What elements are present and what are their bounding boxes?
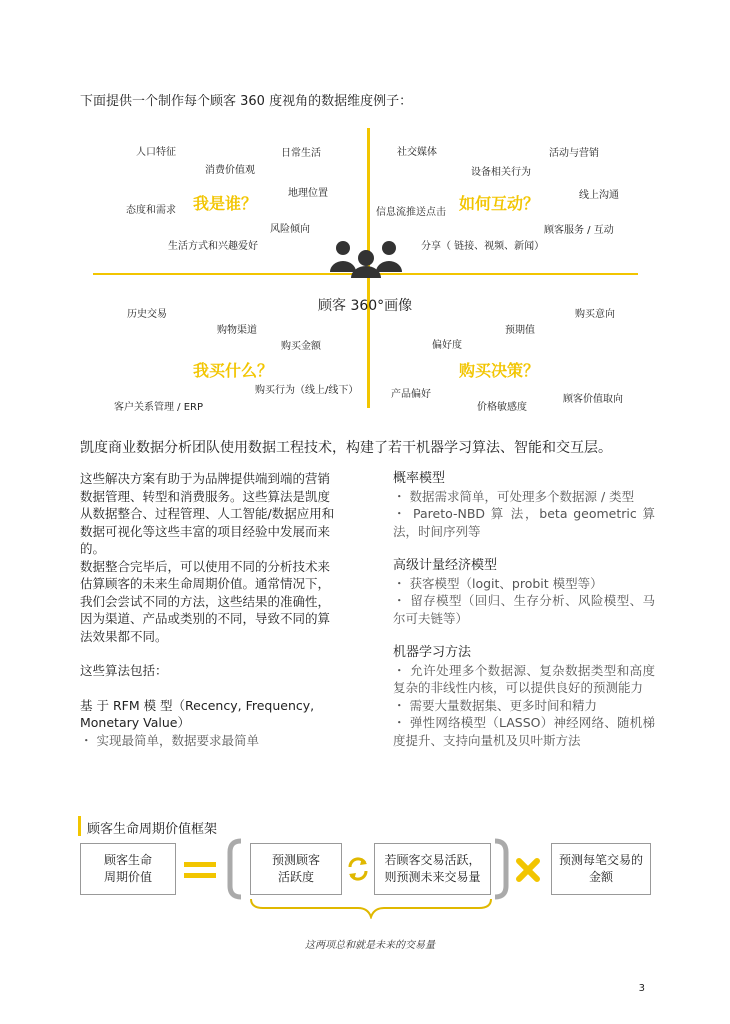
cycle-arrows-icon bbox=[346, 853, 370, 885]
curly-brace-icon bbox=[248, 897, 494, 919]
paragraph: 基 于 RFM 模 型（Recency, Frequency, Monetary Value） bbox=[80, 697, 315, 730]
left-column bbox=[80, 470, 338, 749]
dim-label: 信息流推送点击 bbox=[376, 207, 446, 218]
equals-icon-top bbox=[184, 862, 216, 867]
quadrant-title-interact: 如何互动？ bbox=[459, 194, 540, 213]
brace-caption: 这两项总和就是未来的交易量 bbox=[305, 940, 435, 951]
page-number: 3 bbox=[638, 983, 645, 994]
dim-label: 消费价值观 bbox=[205, 165, 255, 176]
dim-label: 客户关系管理 / ERP bbox=[114, 402, 204, 413]
paragraph: 这些算法包括： bbox=[80, 663, 168, 678]
left-bracket-icon bbox=[226, 838, 244, 900]
intro-text: 下面提供一个制作每个顾客 360 度视角的数据维度例子： bbox=[80, 94, 413, 109]
quadrant-title-decide: 购买决策？ bbox=[459, 361, 540, 380]
quadrant-title-who: 我是谁？ bbox=[193, 194, 258, 213]
section-heading: 机器学习方法 bbox=[393, 645, 472, 660]
dim-label: 地理位置 bbox=[288, 188, 328, 199]
multiply-icon bbox=[515, 857, 541, 883]
dim-label: 购买金额 bbox=[281, 341, 321, 352]
dim-label: 日常生活 bbox=[281, 148, 321, 159]
quadrant-title-buy: 我买什么？ bbox=[193, 361, 274, 380]
volume-box: 若顾客交易活跃， 则预测未来交易量 bbox=[374, 843, 491, 895]
dim-label: 产品偏好 bbox=[391, 389, 431, 400]
clv-box: 顾客生命 周期价值 bbox=[80, 843, 176, 895]
amount-box: 预测每笔交易的 金额 bbox=[551, 843, 651, 895]
headline: 凯度商业数据分析团队使用数据工程技术，构建了若干机器学习算法、智能和交互层。 bbox=[80, 440, 612, 456]
dim-label: 设备相关行为 bbox=[471, 167, 531, 178]
equals-icon-bottom bbox=[184, 873, 216, 878]
paragraph: 数据整合完毕后，可以使用不同的分析技术来估算顾客的未来生命周期价值。通常情况下，我们会尝试不同的方法，这些结果的准确性，因为渠道、产品或类别的不同，导致不同的算法效果都不同。 bbox=[80, 558, 331, 644]
right-bracket-icon bbox=[492, 838, 510, 900]
dim-label: 活动与营销 bbox=[549, 148, 599, 159]
framework-title: 顾客生命周期价值框架 bbox=[87, 822, 218, 837]
dim-label: 购买行为（线上/线下） bbox=[255, 385, 359, 396]
dim-label: 风险倾向 bbox=[270, 224, 310, 235]
bullet: ・ 实现最简单，数据要求最简单 bbox=[80, 732, 259, 748]
dim-label: 人口特征 bbox=[136, 147, 176, 158]
right-column bbox=[393, 470, 655, 749]
bullet: ・ Pareto-NBD 算 法，beta geometric 算法，时间序列等 bbox=[393, 506, 655, 539]
dim-label: 偏好度 bbox=[432, 340, 462, 351]
people-icon bbox=[327, 238, 407, 278]
dim-label: 购买意向 bbox=[575, 309, 615, 320]
dim-label: 态度和需求 bbox=[126, 205, 176, 216]
dim-label: 预期值 bbox=[505, 325, 535, 336]
bullet: ・ 留存模型（回归、生存分析、风险模型、马尔可夫链等） bbox=[393, 593, 655, 626]
bullet: ・ 弹性网络模型（LASSO）神经网络、随机梯度提升、支持向量机及贝叶斯方法 bbox=[393, 715, 655, 748]
dim-label: 价格敏感度 bbox=[477, 402, 527, 413]
dim-label: 线上沟通 bbox=[579, 190, 619, 201]
bullet: ・ 获客模型（logit、probit 模型等） bbox=[393, 575, 603, 591]
paragraph: 这些解决方案有助于为品牌提供端到端的营销数据管理、转型和消费服务。这些算法是凯度从数据整合、过程管理、人工智能/数据应用和数据可视化等这些丰富的项目经验中发展而来的。 bbox=[80, 471, 335, 556]
center-title: 顾客 360°画像 bbox=[318, 298, 413, 314]
dim-label: 历史交易 bbox=[127, 309, 167, 320]
dim-label: 顾客价值取向 bbox=[563, 394, 623, 405]
dim-label: 分享（ 链接、视频、新闻） bbox=[421, 241, 545, 252]
bullet: ・ 数据需求简单，可处理多个数据源 / 类型 bbox=[393, 488, 635, 504]
dim-label: 顾客服务 / 互动 bbox=[544, 225, 614, 236]
customer-360-diagram bbox=[0, 0, 730, 420]
section-heading: 概率模型 bbox=[393, 471, 446, 486]
dim-label: 社交媒体 bbox=[397, 147, 437, 158]
bullet: ・ 需要大量数据集、更多时间和精力 bbox=[393, 697, 597, 713]
dim-label: 购物渠道 bbox=[217, 325, 257, 336]
section-accent-bar bbox=[78, 816, 81, 836]
section-heading: 高级计量经济模型 bbox=[393, 558, 498, 573]
activity-box: 预测顾客 活跃度 bbox=[250, 843, 342, 895]
dim-label: 生活方式和兴趣爱好 bbox=[168, 241, 258, 252]
bullet: ・ 允许处理多个数据源、复杂数据类型和高度复杂的非线性内核，可以提供良好的预测能力 bbox=[393, 662, 655, 695]
